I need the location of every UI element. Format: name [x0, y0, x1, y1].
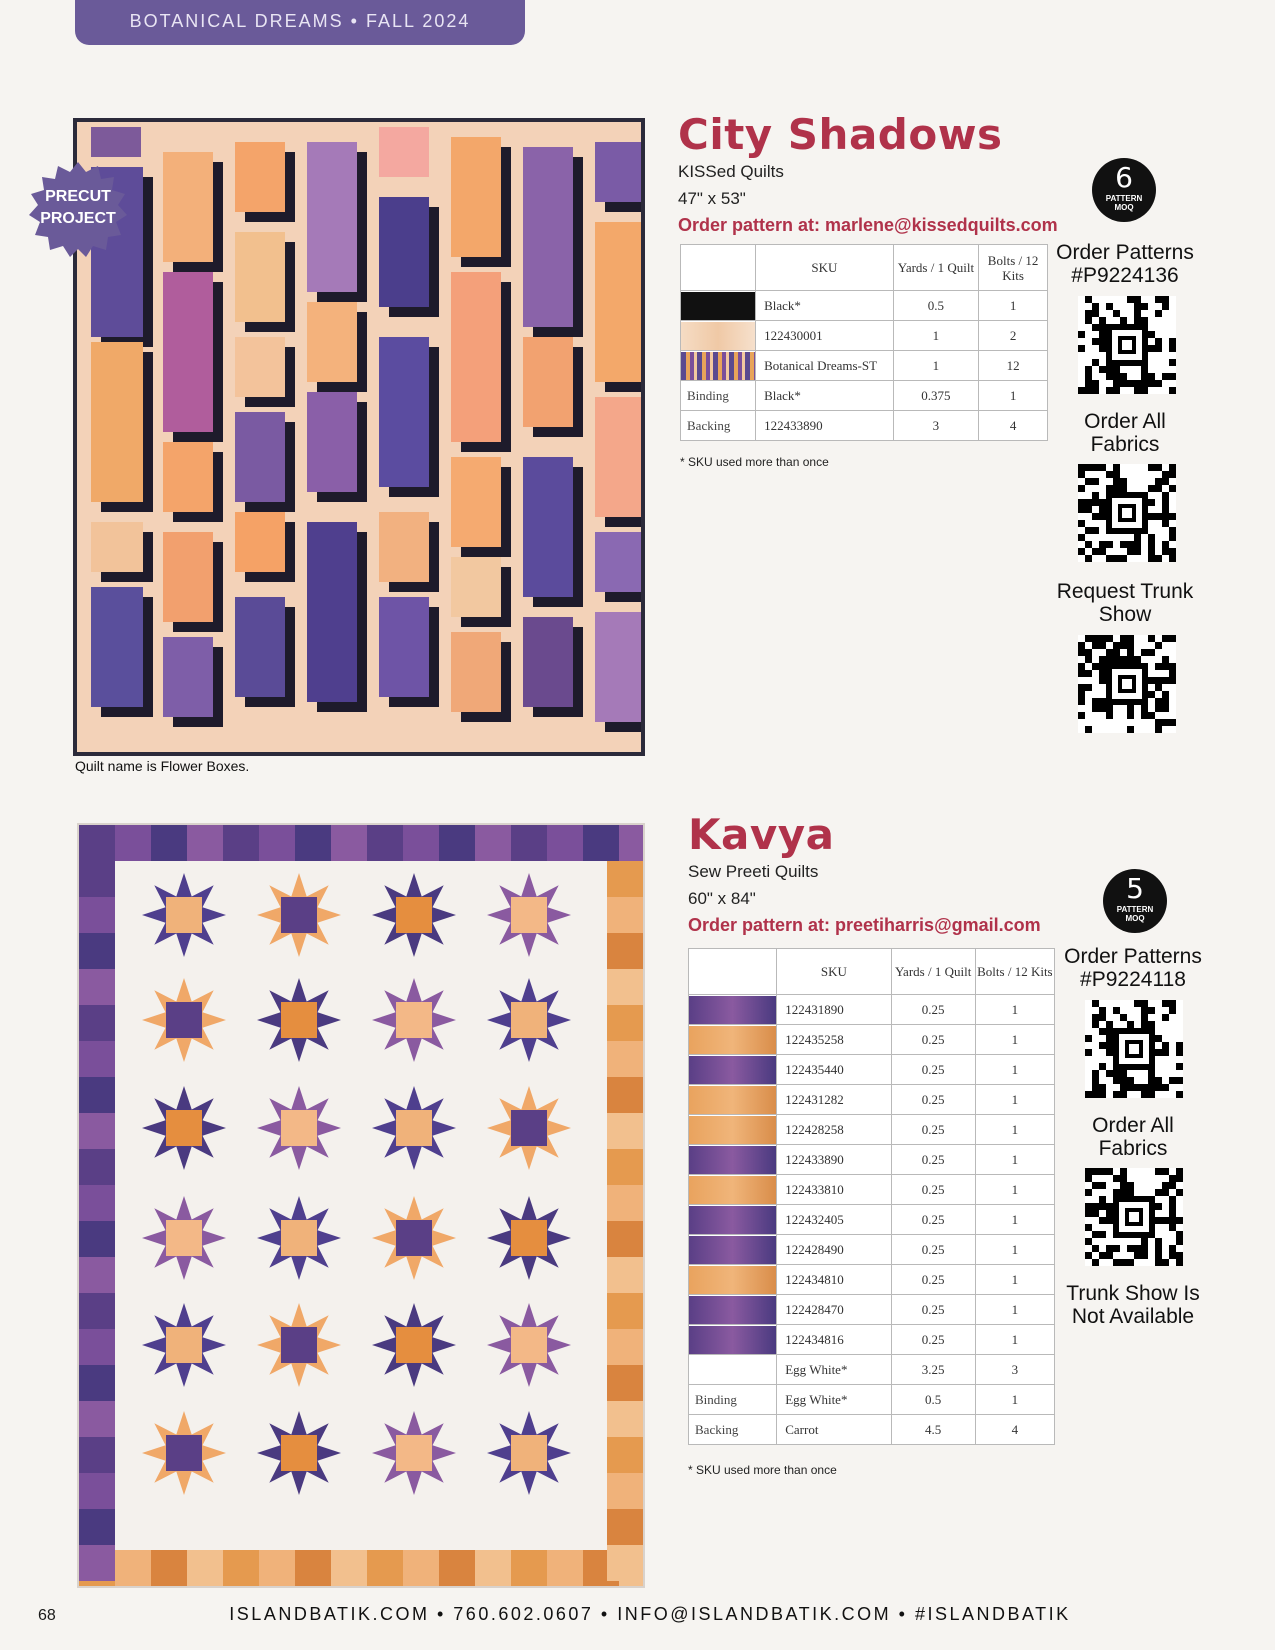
yards-cell: 0.25 [891, 1175, 975, 1205]
sku-cell: Carrot [777, 1415, 891, 1445]
order-patterns-title: Order Patterns #P9224136 [1056, 241, 1194, 287]
fabric-swatch-purple [689, 1326, 776, 1354]
yards-cell: 0.25 [891, 1205, 975, 1235]
bolts-cell: 1 [975, 1145, 1054, 1175]
table-row [681, 351, 1048, 381]
row-label: Binding [689, 1385, 777, 1415]
sku-cell: 122435258 [777, 1025, 891, 1055]
fabric-swatch-purple [689, 996, 776, 1024]
quilt-star [142, 1196, 226, 1280]
row-label: Binding [681, 381, 756, 411]
fabric-swatch [681, 351, 756, 381]
order-link[interactable]: Order pattern at: marlene@kissedquilts.com [678, 215, 1058, 235]
fabric-table [688, 948, 1055, 1445]
sku-cell: Black* [756, 291, 894, 321]
row-label: Backing [689, 1415, 777, 1445]
table-row [689, 1055, 1055, 1085]
yards-cell: 4.5 [891, 1415, 975, 1445]
fabric-swatch-strip [681, 352, 755, 380]
project-meta [678, 158, 1058, 239]
designer-name: Sew Preeti Quilts [688, 862, 819, 881]
bolts-cell: 1 [979, 381, 1048, 411]
quilt-star [142, 1303, 226, 1387]
yards-cell: 0.25 [891, 1235, 975, 1265]
bolts-cell: 1 [979, 291, 1048, 321]
bolts-cell: 1 [975, 1175, 1054, 1205]
quilt-star [487, 1196, 571, 1280]
quilt-star [487, 873, 571, 957]
quilt-star [257, 1196, 341, 1280]
quilt-star [142, 1411, 226, 1495]
yards-cell: 0.25 [891, 1295, 975, 1325]
table-row [689, 1175, 1055, 1205]
fabric-table [680, 244, 1048, 441]
yards-header: Yards / 1 Quilt [893, 245, 978, 291]
quilt-star [372, 1196, 456, 1280]
fabric-swatch [689, 1265, 777, 1295]
quilt-star [372, 1303, 456, 1387]
bolts-header: Bolts / 12 Kits [979, 245, 1048, 291]
project-meta [688, 858, 1041, 939]
fabric-swatch [689, 1025, 777, 1055]
table-row [689, 1025, 1055, 1055]
yards-cell: 0.25 [891, 1025, 975, 1055]
yards-cell: 0.25 [891, 1145, 975, 1175]
precut-badge-text: PRECUT PROJECT [40, 188, 116, 227]
table-row [689, 1385, 1055, 1415]
table-row [681, 381, 1048, 411]
fabric-swatch-purple [689, 1206, 776, 1234]
yards-cell: 3.25 [891, 1355, 975, 1385]
moq-badge: 6 PATTERN MOQ [1092, 158, 1156, 222]
quilt-star [257, 1086, 341, 1170]
fabric-swatch [689, 1085, 777, 1115]
project-title: City Shadows [678, 110, 1003, 159]
trunk-show-unavailable-text: Trunk Show Is Not Available [1066, 1282, 1200, 1328]
table-row [689, 1415, 1055, 1445]
sku-cell: 122435440 [777, 1055, 891, 1085]
quilt-pattern-boxes [77, 122, 645, 756]
swatch-header [689, 949, 777, 995]
fabric-swatch [689, 1325, 777, 1355]
quilt-star [257, 1411, 341, 1495]
sku-cell: Egg White* [777, 1355, 891, 1385]
bolts-cell: 1 [975, 1295, 1054, 1325]
fabric-swatch [689, 1145, 777, 1175]
quilt-star [487, 1303, 571, 1387]
sku-cell: 122433890 [777, 1145, 891, 1175]
table-row [689, 1265, 1055, 1295]
fabric-swatch-purple [689, 1236, 776, 1264]
order-patterns-title: Order Patterns #P9224118 [1064, 945, 1202, 991]
fabric-swatch-orange [689, 1086, 776, 1114]
table-row [689, 1205, 1055, 1235]
table-row [689, 1115, 1055, 1145]
sku-cell: 122430001 [756, 321, 894, 351]
fabric-swatch-purple [689, 1056, 776, 1084]
bolts-cell: 1 [975, 1235, 1054, 1265]
fabric-swatch-orange [689, 1266, 776, 1294]
sku-header: SKU [756, 245, 894, 291]
designer-name: KISSed Quilts [678, 162, 784, 181]
yards-cell: 3 [893, 411, 978, 441]
yards-cell: 0.5 [893, 291, 978, 321]
order-patterns-qr-icon[interactable] [1078, 296, 1176, 394]
sku-cell: 122431282 [777, 1085, 891, 1115]
fabric-swatch [689, 1205, 777, 1235]
yards-cell: 1 [893, 351, 978, 381]
trunk-show-title: Request Trunk Show [1056, 580, 1194, 626]
header-tab: BOTANICAL DREAMS • FALL 2024 [75, 0, 525, 45]
bolts-cell: 1 [975, 1265, 1054, 1295]
bolts-cell: 1 [975, 1115, 1054, 1145]
fabric-swatch-black [681, 292, 755, 320]
order-fabrics-qr-icon[interactable] [1078, 464, 1176, 562]
yards-cell: 0.5 [891, 1385, 975, 1415]
yards-cell: 0.25 [891, 1085, 975, 1115]
sku-cell: 122434816 [777, 1325, 891, 1355]
table-row [689, 1355, 1055, 1385]
sku-cell: 122434810 [777, 1265, 891, 1295]
table-row [681, 321, 1048, 351]
bolts-cell: 1 [975, 1085, 1054, 1115]
fabric-swatch [689, 995, 777, 1025]
fabric-swatch [681, 321, 756, 351]
fabric-swatch-peach [681, 322, 755, 350]
bolts-cell: 1 [975, 1325, 1054, 1355]
bolts-cell: 1 [975, 1385, 1054, 1415]
quilt-star [372, 978, 456, 1062]
order-fabrics-title: Order All Fabrics [1092, 1114, 1174, 1160]
page-number: 68 [38, 1607, 56, 1624]
sku-footnote: * SKU used more than once [688, 1463, 837, 1477]
sku-cell: 122428258 [777, 1115, 891, 1145]
sku-header: SKU [777, 949, 891, 995]
fabric-swatch-purple [689, 1146, 776, 1174]
yards-header: Yards / 1 Quilt [891, 949, 975, 995]
sku-cell: 122428470 [777, 1295, 891, 1325]
yards-cell: 0.375 [893, 381, 978, 411]
quilt-star [372, 873, 456, 957]
quilt-size: 47" x 53" [678, 189, 746, 208]
sku-cell: Black* [756, 381, 894, 411]
sku-cell: Botanical Dreams-ST [756, 351, 894, 381]
fabric-swatch-purple [689, 1296, 776, 1324]
yards-cell: 0.25 [891, 1265, 975, 1295]
yards-cell: 0.25 [891, 1055, 975, 1085]
quilt-star [142, 1086, 226, 1170]
yards-cell: 0.25 [891, 995, 975, 1025]
yards-cell: 0.25 [891, 1115, 975, 1145]
fabric-swatch [689, 1295, 777, 1325]
quilt-star [372, 1411, 456, 1495]
table-row [689, 1295, 1055, 1325]
yards-cell: 1 [893, 321, 978, 351]
fabric-swatch [689, 1175, 777, 1205]
order-fabrics-qr-icon[interactable] [1085, 1168, 1183, 1266]
row-label: Backing [681, 411, 756, 441]
project-title: Kavya [688, 810, 835, 859]
order-patterns-qr-icon[interactable] [1085, 1000, 1183, 1098]
table-row [689, 1085, 1055, 1115]
table-row [689, 1325, 1055, 1355]
order-fabrics-title: Order All Fabrics [1084, 410, 1166, 456]
sku-cell: 122431890 [777, 995, 891, 1025]
city-shadows-quilt-image [73, 118, 645, 756]
swatch-header [681, 245, 756, 291]
quilt-size: 60" x 84" [688, 889, 756, 908]
fabric-swatch [689, 1115, 777, 1145]
footer-contact: ISLANDBATIK.COM • 760.602.0607 • INFO@ISLANDBATIK.COM • #ISLANDBATIK [229, 1604, 1071, 1624]
bolts-cell: 12 [979, 351, 1048, 381]
trunk-show-qr-icon[interactable] [1078, 635, 1176, 733]
row-label [689, 1355, 777, 1385]
bolts-cell: 4 [975, 1415, 1054, 1445]
kavya-quilt-image [77, 823, 645, 1588]
fabric-swatch-orange [689, 1026, 776, 1054]
table-row [681, 411, 1048, 441]
order-link[interactable]: Order pattern at: preetiharris@gmail.com [688, 915, 1041, 935]
bolts-cell: 1 [975, 1025, 1054, 1055]
table-row [689, 995, 1055, 1025]
sku-cell: 122428490 [777, 1235, 891, 1265]
quilt-star [257, 978, 341, 1062]
bolts-header: Bolts / 12 Kits [975, 949, 1054, 995]
sku-cell: 122432405 [777, 1205, 891, 1235]
sku-cell: 122433810 [777, 1175, 891, 1205]
sku-footnote: * SKU used more than once [680, 455, 829, 469]
bolts-cell: 2 [979, 321, 1048, 351]
quilt-star [257, 873, 341, 957]
quilt-star [487, 978, 571, 1062]
table-row [689, 1235, 1055, 1265]
quilt-star [487, 1086, 571, 1170]
quilt-caption: Quilt name is Flower Boxes. [75, 758, 250, 774]
bolts-cell: 1 [975, 995, 1054, 1025]
fabric-swatch [681, 291, 756, 321]
quilt-star [257, 1303, 341, 1387]
fabric-swatch-orange [689, 1116, 776, 1144]
fabric-swatch [689, 1235, 777, 1265]
sku-cell: Egg White* [777, 1385, 891, 1415]
bolts-cell: 4 [979, 411, 1048, 441]
quilt-star [142, 873, 226, 957]
quilt-star [142, 978, 226, 1062]
fabric-swatch [689, 1055, 777, 1085]
quilt-pattern-stars [79, 825, 643, 1586]
quilt-star [372, 1086, 456, 1170]
fabric-swatch-orange [689, 1176, 776, 1204]
quilt-star [487, 1411, 571, 1495]
table-row [689, 1145, 1055, 1175]
sku-cell: 122433890 [756, 411, 894, 441]
bolts-cell: 3 [975, 1355, 1054, 1385]
bolts-cell: 1 [975, 1055, 1054, 1085]
moq-badge: 5 PATTERN MOQ [1103, 869, 1167, 933]
yards-cell: 0.25 [891, 1325, 975, 1355]
table-row [681, 291, 1048, 321]
bolts-cell: 1 [975, 1205, 1054, 1235]
